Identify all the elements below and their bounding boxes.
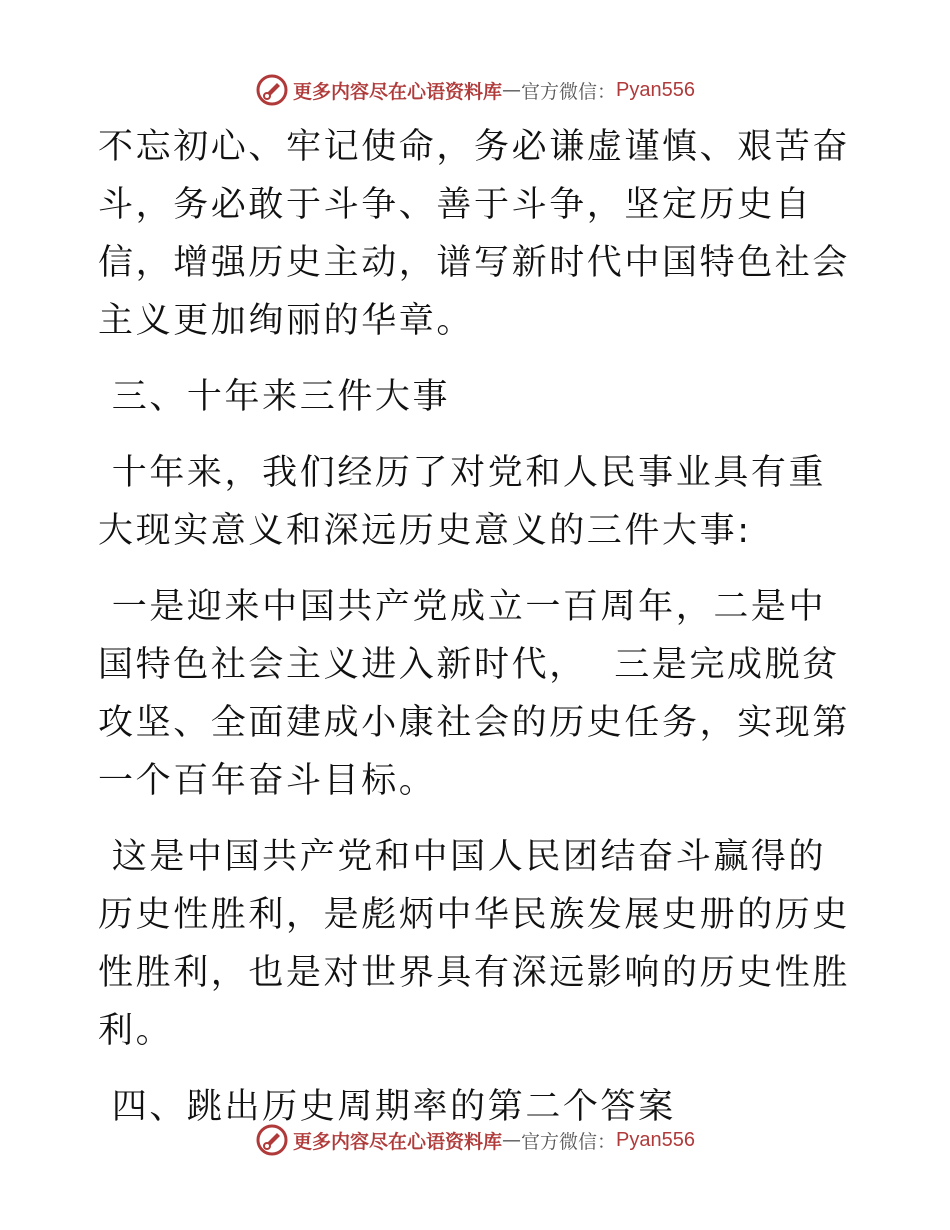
section-heading-3: 三、十年来三件大事: [98, 377, 451, 417]
header-wechat-id: Pyan556: [616, 78, 695, 101]
paragraph-2: 十年来，我们经历了对党和人民事业具有重大现实意义和深远历史意义的三件大事:: [98, 453, 827, 551]
header-slogan: 更多内容尽在心语资料库: [293, 80, 503, 103]
brand-logo-icon: [255, 1123, 289, 1157]
header-wechat-label: 官方微信：: [521, 80, 617, 103]
footer-wechat-label: 官方微信：: [521, 1130, 617, 1153]
section-heading-4: 四、跳出历史周期率的第二个答案: [98, 1087, 676, 1127]
footer-dash: —: [502, 1129, 522, 1151]
header-dash: —: [502, 79, 522, 101]
header-watermark: [0, 70, 950, 110]
footer-watermark: [0, 1120, 950, 1160]
brand-logo-icon: [255, 73, 289, 107]
document-body: [98, 118, 858, 1136]
footer-wechat-id: Pyan556: [616, 1128, 695, 1151]
paragraph-4: 这是中国共产党和中国人民团结奋斗赢得的历史性胜利，是彪炳中华民族发展史册的历史性胜利，也是对世界具有深远影响的历史性胜利。: [98, 837, 851, 1051]
paragraph-1: 不忘初心、牢记使命，务必谦虚谨慎、艰苦奋斗，务必敢于斗争、善于斗争，坚定历史自信，增强历史主动，谱写新时代中国特色社会主义更加绚丽的华章。: [98, 127, 851, 341]
paragraph-3: 一是迎来中国共产党成立一百周年，二是中国特色社会主义进入新时代， 三是完成脱贫攻坚、全面建成小康社会的历史任务，实现第一个百年奋斗目标。: [98, 587, 851, 801]
footer-slogan: 更多内容尽在心语资料库: [293, 1130, 503, 1153]
